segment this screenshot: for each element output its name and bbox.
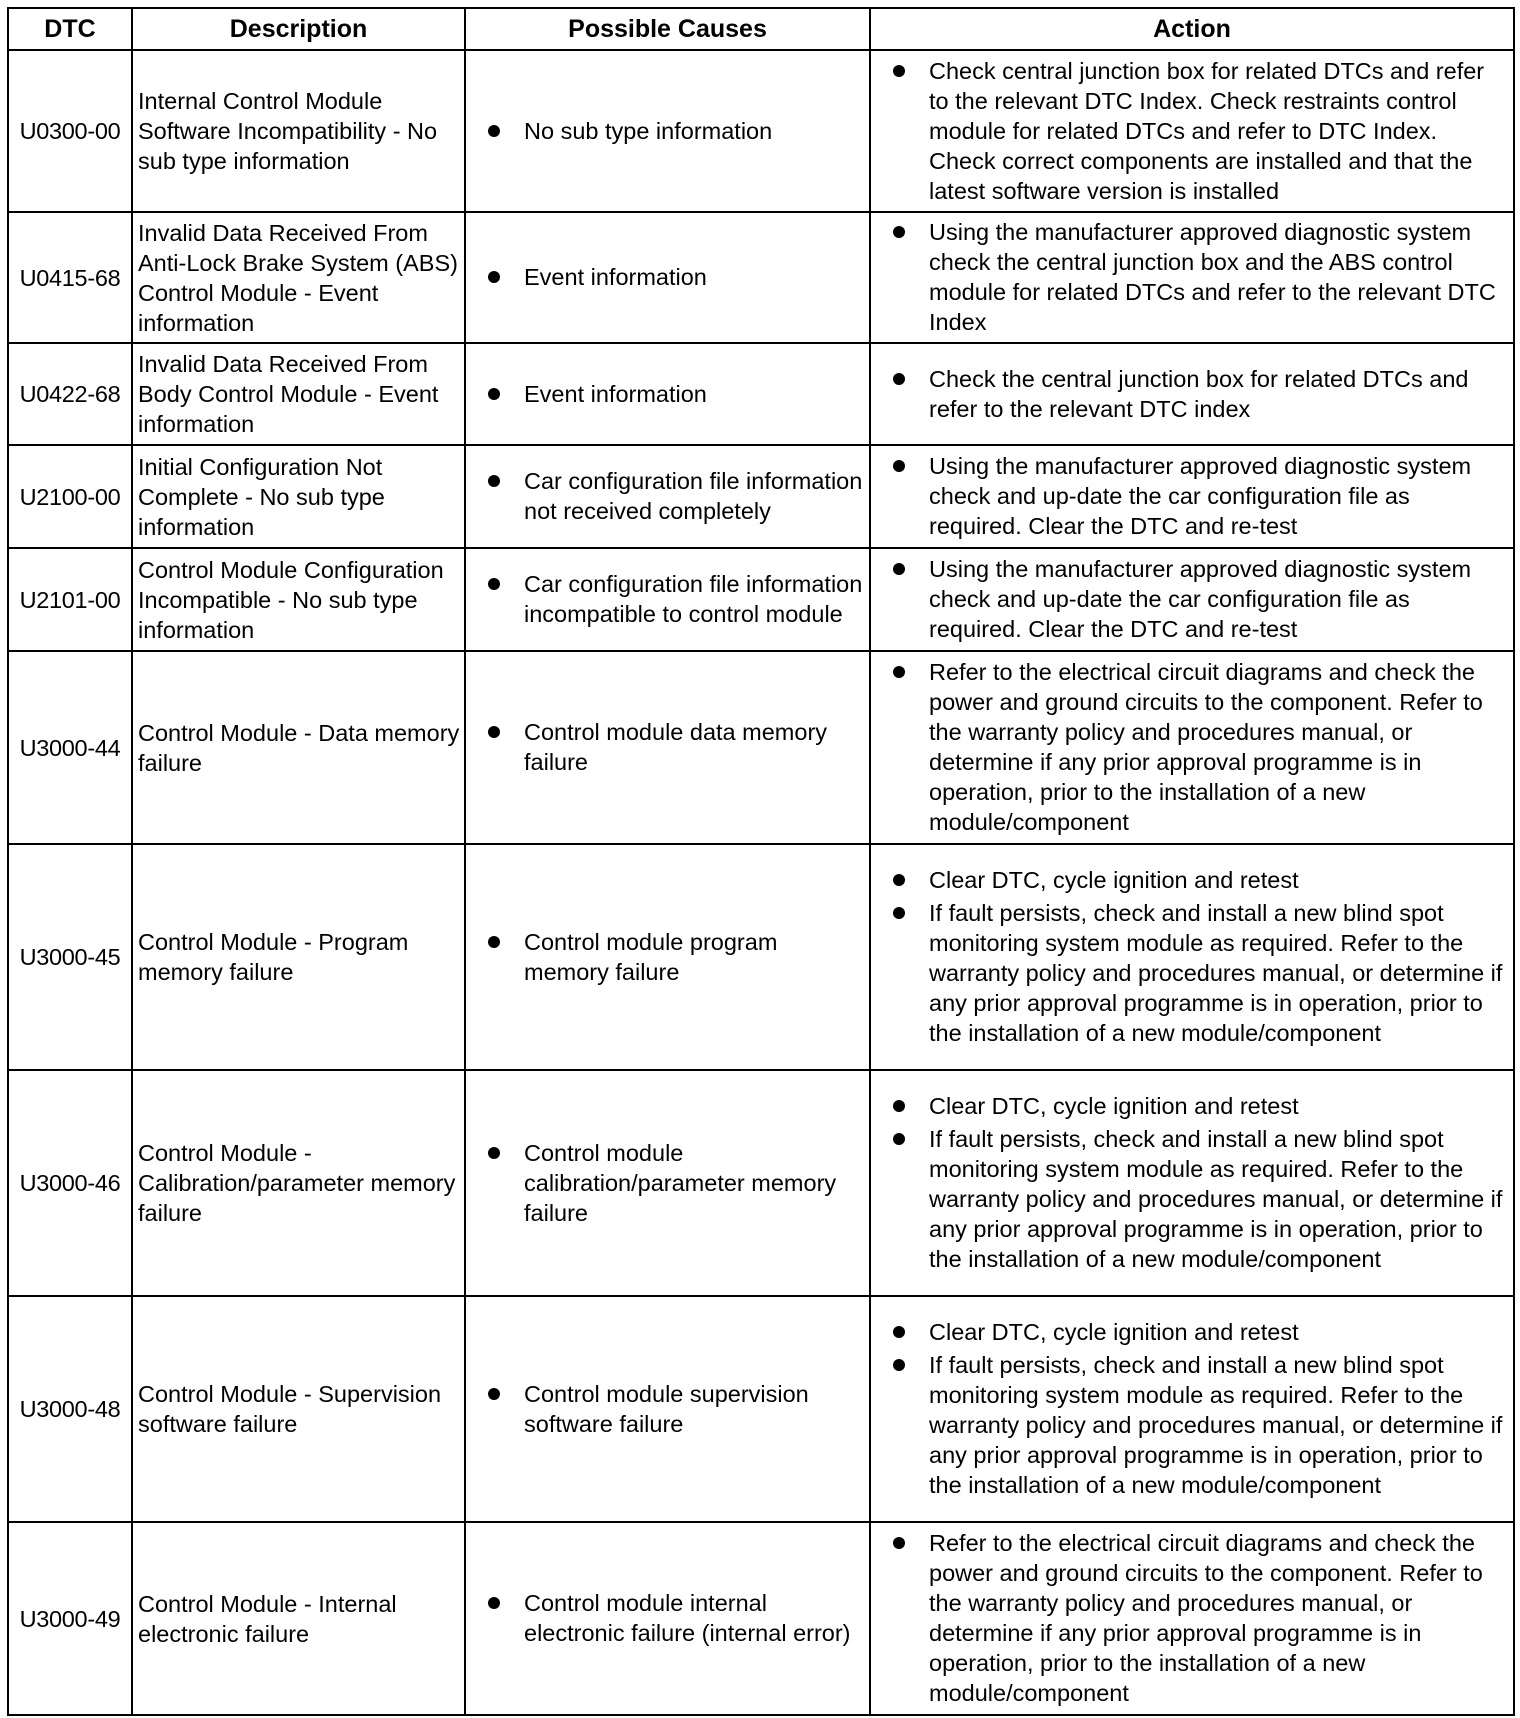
possible-causes-cell	[465, 212, 870, 343]
action-item: Using the manufacturer approved diagnostic system check the central junction box and the ABS control module for related DTCs and refer to the relevant DTC Index	[892, 217, 1509, 337]
possible-causes-list	[487, 466, 865, 526]
action-cell	[870, 1522, 1514, 1715]
dtc-code: U2101-00	[8, 548, 132, 651]
cause-item: Control module calibration/parameter memory failure	[487, 1138, 865, 1228]
dtc-code: U0415-68	[8, 212, 132, 343]
possible-causes-list	[487, 1138, 865, 1228]
action-list	[892, 217, 1509, 337]
action-list	[892, 1317, 1509, 1500]
dtc-description: Internal Control Module Software Incompatibility - No sub type information	[132, 50, 465, 212]
dtc-description: Invalid Data Received From Anti-Lock Brake System (ABS) Control Module - Event information	[132, 212, 465, 343]
dtc-code: U3000-44	[8, 651, 132, 844]
action-item: Check the central junction box for related DTCs and refer to the relevant DTC index	[892, 364, 1509, 424]
cause-item: Event information	[487, 262, 865, 292]
possible-causes-cell	[465, 651, 870, 844]
cause-item: Control module internal electronic failure (internal error)	[487, 1588, 865, 1648]
dtc-description: Control Module - Program memory failure	[132, 844, 465, 1070]
action-list	[892, 56, 1509, 206]
table-row	[8, 548, 1514, 651]
cause-item: Event information	[487, 379, 865, 409]
dtc-description: Control Module - Data memory failure	[132, 651, 465, 844]
possible-causes-cell	[465, 1070, 870, 1296]
dtc-description: Control Module - Internal electronic failure	[132, 1522, 465, 1715]
possible-causes-list	[487, 379, 865, 409]
cause-item: Control module supervision software failure	[487, 1379, 865, 1439]
table-row	[8, 651, 1514, 844]
cause-item: Car configuration file information not received completely	[487, 466, 865, 526]
dtc-description: Control Module - Calibration/parameter memory failure	[132, 1070, 465, 1296]
dtc-code: U3000-46	[8, 1070, 132, 1296]
possible-causes-cell	[465, 50, 870, 212]
action-list	[892, 865, 1509, 1048]
table-row	[8, 343, 1514, 445]
action-list	[892, 1091, 1509, 1274]
table-row	[8, 50, 1514, 212]
action-item: Using the manufacturer approved diagnostic system check and up-date the car configuration file as required. Clear the DTC and re-test	[892, 451, 1509, 541]
table-row	[8, 212, 1514, 343]
possible-causes-list	[487, 262, 865, 292]
action-item: Clear DTC, cycle ignition and retest	[892, 865, 1509, 895]
action-cell	[870, 651, 1514, 844]
dtc-code: U2100-00	[8, 445, 132, 548]
cause-item: No sub type information	[487, 116, 865, 146]
table-row	[8, 1522, 1514, 1715]
dtc-description: Control Module - Supervision software failure	[132, 1296, 465, 1522]
action-cell	[870, 844, 1514, 1070]
dtc-description: Invalid Data Received From Body Control Module - Event information	[132, 343, 465, 445]
possible-causes-cell	[465, 343, 870, 445]
table-body	[8, 50, 1514, 1715]
dtc-code: U3000-48	[8, 1296, 132, 1522]
dtc-description: Initial Configuration Not Complete - No sub type information	[132, 445, 465, 548]
action-item: If fault persists, check and install a new blind spot monitoring system module as required. Refer to the warranty policy and procedures manual, or determine if any prior approval programme is in operation, prior to the installation of a new module/component	[892, 1350, 1509, 1500]
action-cell	[870, 343, 1514, 445]
action-cell	[870, 1296, 1514, 1522]
cause-item: Car configuration file information incompatible to control module	[487, 569, 865, 629]
header-possible-causes: Possible Causes	[465, 8, 870, 50]
action-item: Refer to the electrical circuit diagrams and check the power and ground circuits to the component. Refer to the warranty policy and procedures manual, or determine if any prior approval programme is in operation, prior to the installation of a new module/component	[892, 657, 1509, 837]
action-item: If fault persists, check and install a new blind spot monitoring system module as required. Refer to the warranty policy and procedures manual, or determine if any prior approval programme is in operation, prior to the installation of a new module/component	[892, 1124, 1509, 1274]
table-row	[8, 1296, 1514, 1522]
dtc-code: U0422-68	[8, 343, 132, 445]
action-list	[892, 657, 1509, 837]
header-row	[8, 8, 1514, 50]
action-item: If fault persists, check and install a new blind spot monitoring system module as required. Refer to the warranty policy and procedures manual, or determine if any prior approval programme is in operation, prior to the installation of a new module/component	[892, 898, 1509, 1048]
action-list	[892, 1528, 1509, 1708]
header-dtc: DTC	[8, 8, 132, 50]
header-action: Action	[870, 8, 1514, 50]
action-cell	[870, 212, 1514, 343]
table-row	[8, 1070, 1514, 1296]
action-cell	[870, 548, 1514, 651]
action-item: Check central junction box for related DTCs and refer to the relevant DTC Index. Check restraints control module for related DTCs and refer to DTC Index. Check correct components are installed and that the latest software version is installed	[892, 56, 1509, 206]
action-cell	[870, 50, 1514, 212]
action-list	[892, 451, 1509, 541]
action-item: Clear DTC, cycle ignition and retest	[892, 1091, 1509, 1121]
dtc-code: U3000-49	[8, 1522, 132, 1715]
possible-causes-list	[487, 1588, 865, 1648]
possible-causes-list	[487, 1379, 865, 1439]
table-row	[8, 844, 1514, 1070]
cause-item: Control module data memory failure	[487, 717, 865, 777]
action-cell	[870, 1070, 1514, 1296]
possible-causes-cell	[465, 1522, 870, 1715]
header-description: Description	[132, 8, 465, 50]
possible-causes-cell	[465, 1296, 870, 1522]
dtc-code: U0300-00	[8, 50, 132, 212]
possible-causes-list	[487, 927, 865, 987]
action-item: Clear DTC, cycle ignition and retest	[892, 1317, 1509, 1347]
table-row	[8, 445, 1514, 548]
action-item: Refer to the electrical circuit diagrams and check the power and ground circuits to the component. Refer to the warranty policy and procedures manual, or determine if any prior approval programme is in operation, prior to the installation of a new module/component	[892, 1528, 1509, 1708]
action-list	[892, 554, 1509, 644]
cause-item: Control module program memory failure	[487, 927, 865, 987]
possible-causes-list	[487, 717, 865, 777]
action-cell	[870, 445, 1514, 548]
possible-causes-cell	[465, 844, 870, 1070]
action-list	[892, 364, 1509, 424]
possible-causes-cell	[465, 445, 870, 548]
dtc-code: U3000-45	[8, 844, 132, 1070]
possible-causes-cell	[465, 548, 870, 651]
dtc-description: Control Module Configuration Incompatible - No sub type information	[132, 548, 465, 651]
action-item: Using the manufacturer approved diagnostic system check and up-date the car configuration file as required. Clear the DTC and re-test	[892, 554, 1509, 644]
dtc-table	[7, 7, 1515, 1716]
possible-causes-list	[487, 116, 865, 146]
possible-causes-list	[487, 569, 865, 629]
